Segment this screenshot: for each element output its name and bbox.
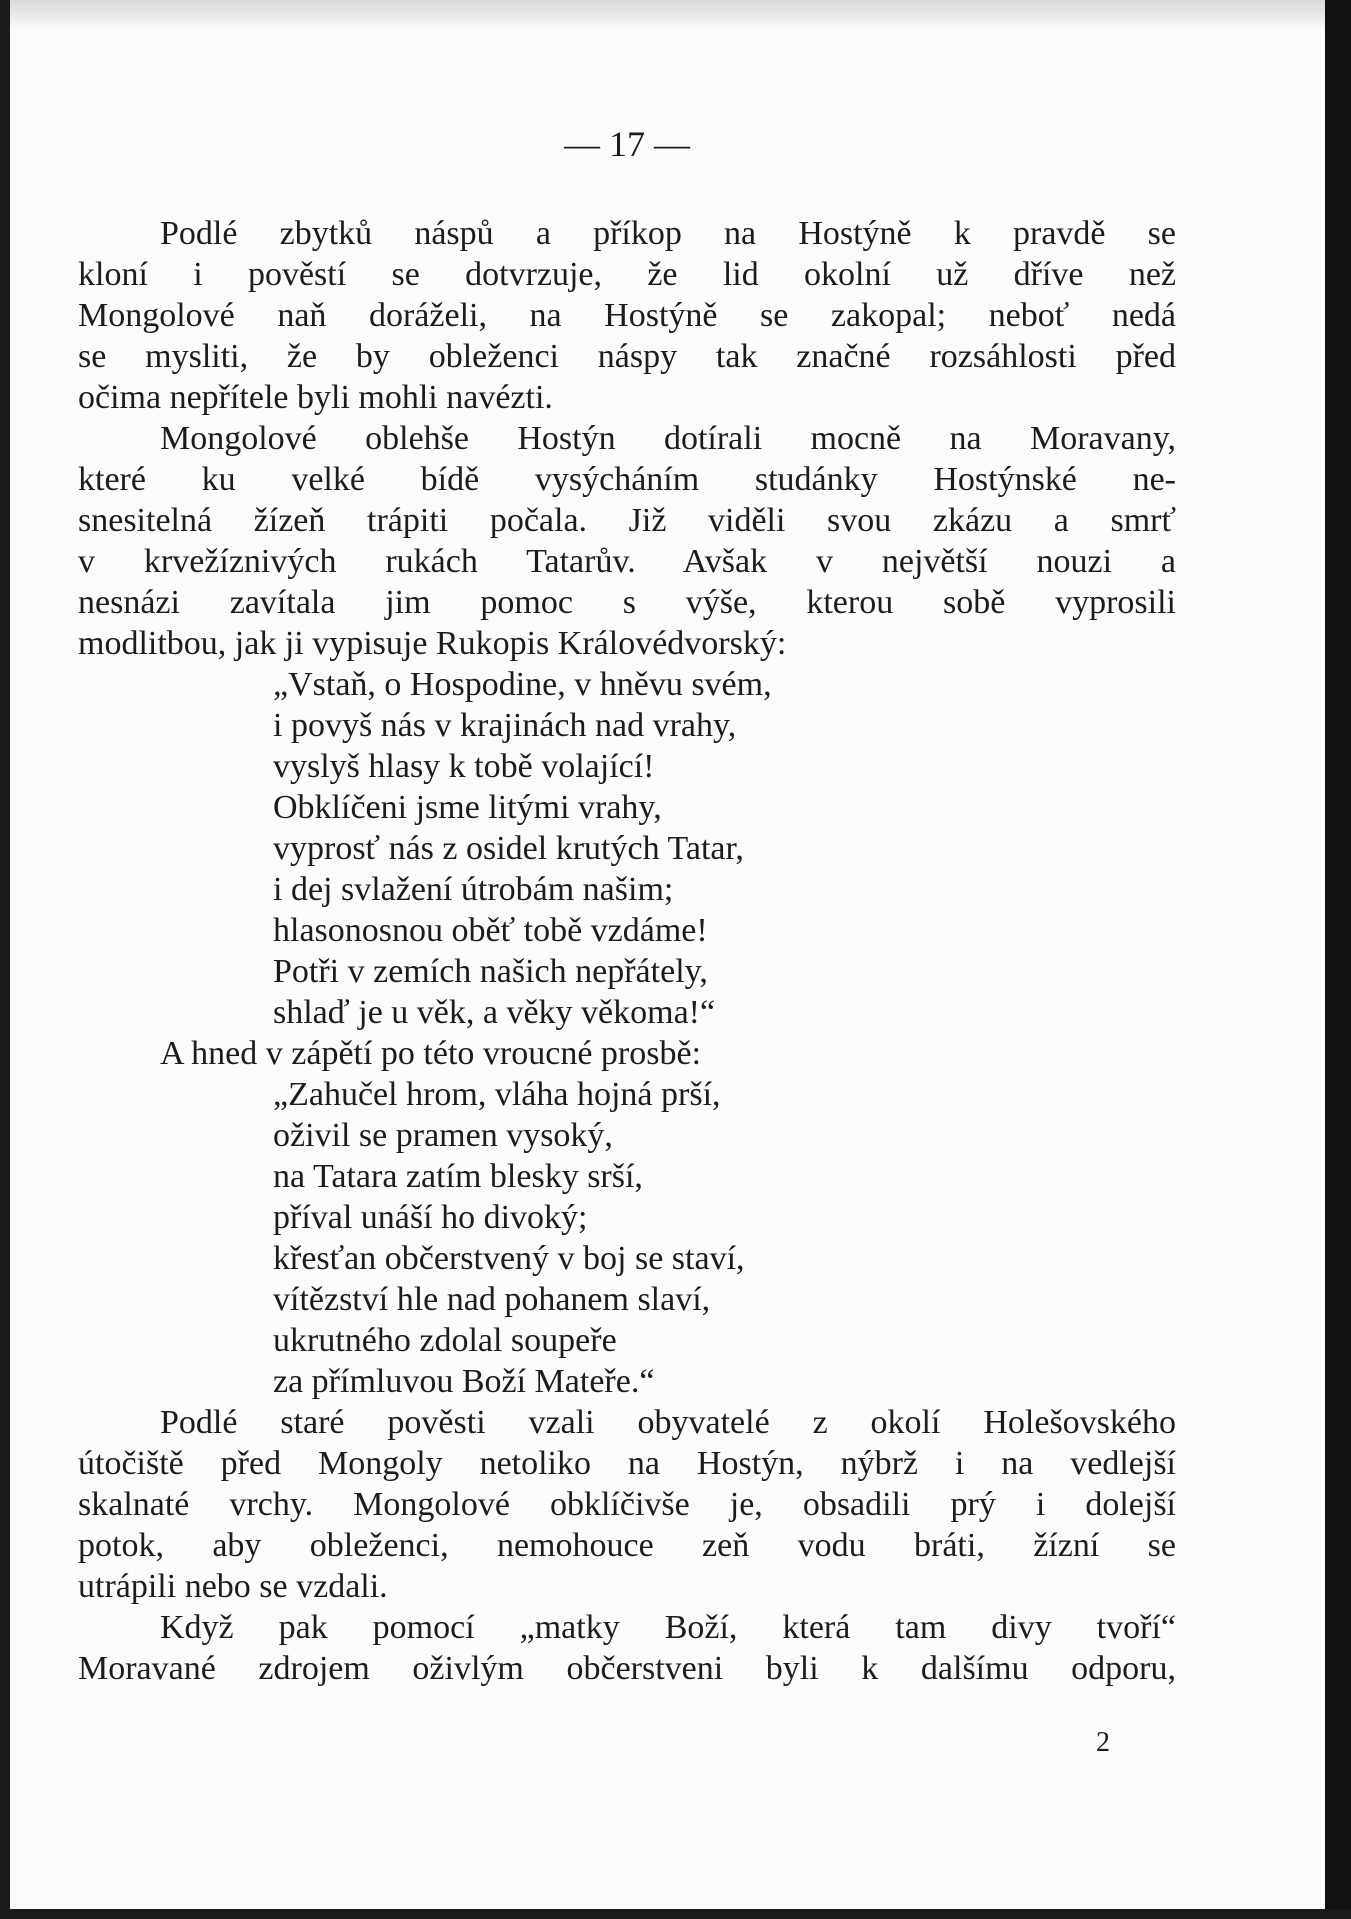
scan-bottom-edge [0, 1909, 1351, 1919]
text-line: Moravané zdrojem oživlým občerstveni byli k dalšímu odporu, [78, 1650, 1176, 1687]
text-line: shlaď je u věk, a věky věkoma!“ [273, 994, 716, 1031]
page-number: — 17 — [564, 124, 690, 164]
text-line: příval unáší ho divoký; [273, 1199, 588, 1236]
text-line: Když pak pomocí „matky Boží, která tam divy tvoří“ [160, 1609, 1176, 1646]
text-line: oživil se pramen vysoký, [273, 1117, 613, 1154]
text-line: se mysliti, že by obleženci náspy tak značné rozsáhlosti před [78, 338, 1176, 375]
printer-signature: 2 [1096, 1727, 1110, 1758]
text-line: za přímluvou Boží Mateře.“ [273, 1363, 655, 1400]
text-line: nesnázi zavítala jim pomoc s výše, kterou sobě vyprosili [78, 584, 1176, 621]
scan-left-edge [0, 0, 10, 1919]
text-line: hlasonosnou oběť tobě vzdáme! [273, 912, 708, 949]
scan-top-shadow [0, 0, 1351, 30]
text-line: Obklíčeni jsme litými vrahy, [273, 789, 662, 826]
text-line: i dej svlažení útrobám našim; [273, 871, 674, 908]
text-line: Podlé zbytků náspů a příkop na Hostýně k pravdě se [160, 215, 1176, 252]
text-line: očima nepřítele byli mohli navézti. [78, 379, 553, 416]
text-line: Podlé staré pověsti vzali obyvatelé z okolí Holešovského [160, 1404, 1176, 1441]
text-line: útočiště před Mongoly netoliko na Hostýn, nýbrž i na vedlejší [78, 1445, 1176, 1482]
text-line: na Tatara zatím blesky srší, [273, 1158, 643, 1195]
text-line: utrápili nebo se vzdali. [78, 1568, 388, 1605]
text-line: snesitelná žízeň trápiti počala. Již viděli svou zkázu a smrť [78, 502, 1176, 539]
text-line: Mongolové oblehše Hostýn dotírali mocně na Moravany, [160, 420, 1176, 457]
text-line: potok, aby obleženci, nemohouce zeň vodu bráti, žízní se [78, 1527, 1176, 1564]
text-line: vyprosť nás z osidel krutých Tatar, [273, 830, 744, 867]
text-line: skalnaté vrchy. Mongolové obklíčivše je, obsadili prý i dolejší [78, 1486, 1176, 1523]
text-line: modlitbou, jak ji vypisuje Rukopis Královédvorský: [78, 625, 787, 662]
text-line: Mongolové naň doráželi, na Hostýně se zakopal; neboť nedá [78, 297, 1176, 334]
text-line: i povyš nás v krajinách nad vrahy, [273, 707, 737, 744]
text-line: křesťan občerstvený v boj se staví, [273, 1240, 745, 1277]
scan-right-edge [1325, 0, 1351, 1919]
text-line: v krvežíznivých rukách Tatarův. Avšak v největší nouzi a [78, 543, 1176, 580]
text-line: „Vstaň, o Hospodine, v hněvu svém, [273, 666, 772, 703]
text-line: vítězství hle nad pohanem slaví, [273, 1281, 711, 1318]
text-line: kloní i pověstí se dotvrzuje, že lid okolní už dříve než [78, 256, 1176, 293]
body-text [78, 213, 1176, 1689]
text-line: ukrutného zdolal soupeře [273, 1322, 617, 1359]
text-line: Potři v zemích našich nepřátely, [273, 953, 708, 990]
text-line: A hned v zápětí po této vroucné prosbě: [160, 1035, 702, 1072]
text-line: „Zahučel hrom, vláha hojná prší, [273, 1076, 721, 1113]
text-line: vyslyš hlasy k tobě volající! [273, 748, 655, 785]
text-line: které ku velké bídě vysýcháním studánky Hostýnské ne- [78, 461, 1176, 498]
